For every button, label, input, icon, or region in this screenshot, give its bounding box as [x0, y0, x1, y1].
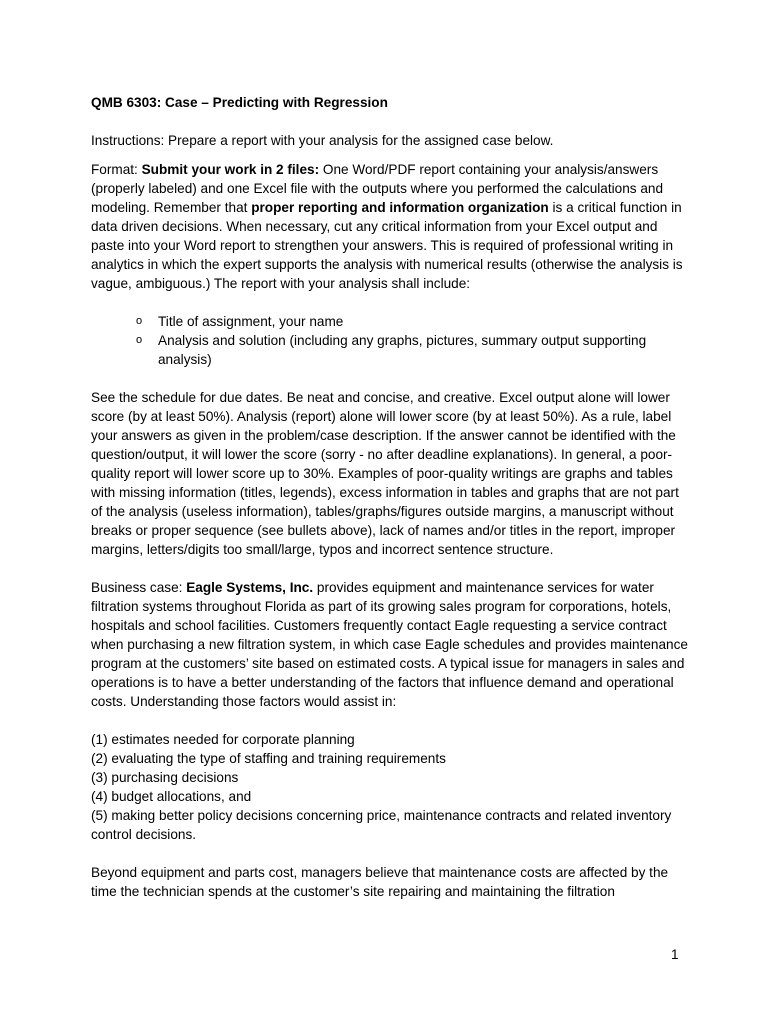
schedule-paragraph: See the schedule for due dates. Be neat and concise, and creative. Excel output alone will lower score (by at least 50%). Analysis (report) alone will lower score (by at least 50%). As a rule, label your answers as given in the problem/case description. If the answer cannot be identified with the question/output, it will lower the score (sorry - no after deadline explanations). In general, a poor-quality report will lower score up to 30%. Examples of poor-quality writings are graphs and tables with missing information (titles, legends), excess information in tables and graphs that are not part of the analysis (useless information), tables/graphs/figures outside margins, a manuscript without breaks or proper sequence (see bullets above), lack of names and/or titles in the report, improper margins, letters/digits too small/large, typos and incorrect sentence structure.: [91, 390, 679, 557]
business-lead: Business case:: [91, 580, 187, 595]
report-requirements-list: [91, 312, 691, 369]
list-item: (4) budget allocations, and: [91, 789, 252, 804]
list-item: (1) estimates needed for corporate planning: [91, 732, 355, 747]
format-bold-reporting: proper reporting and information organization: [251, 200, 549, 215]
business-text: provides equipment and maintenance services for water filtration systems throughout Florida as part of its growing sales program for corporations, hotels, hospitals and school facilities. Customers frequently contact Eagle requesting a service contract when purchasing a new filtration system, in which case Eagle schedules and provides maintenance program at the customers’ site based on estimated costs. A typical issue for managers in sales and operations is to have a better understanding of the factors that influence demand and operational costs. Understanding those factors would assist in:: [91, 580, 688, 709]
business-case-paragraph: [91, 578, 691, 711]
document-page: [91, 93, 691, 901]
bullet-marker: o: [136, 334, 143, 346]
format-text-1: One Word/PDF report containing your analysis/answers (properly labeled) and one Excel file with the outputs where you performed the calculations and modeling. Remember that: [91, 162, 664, 215]
page-number: 1: [671, 947, 679, 962]
format-text-2: is a critical function in data driven decisions. When necessary, cut any critical information from your Excel output and paste into your Word report to strengthen your answers. This is required of professional writing in analytics in which the expert supports the analysis with numerical results (otherwise the analysis is vague, ambiguous.) The report with your analysis shall include:: [91, 200, 683, 291]
format-bold-files: Submit your work in 2 files:: [141, 162, 320, 177]
company-name: Eagle Systems, Inc.: [186, 580, 314, 595]
instructions-paragraph: Instructions: Prepare a report with your analysis for the assigned case below.: [91, 133, 554, 148]
list-item: (3) purchasing decisions: [91, 770, 239, 785]
format-lead: Format:: [91, 162, 142, 177]
format-paragraph: [91, 160, 691, 293]
beyond-paragraph: Beyond equipment and parts cost, managers believe that maintenance costs are affected by the time the technician spends at the customer’s site repairing and maintaining the filtration: [91, 865, 669, 899]
bullet-text: Title of assignment, your name: [158, 314, 344, 329]
list-item: (5) making better policy decisions concerning price, maintenance contracts and related inventory control decisions.: [91, 808, 672, 842]
benefits-list: [91, 730, 691, 844]
bullet-marker: o: [136, 315, 143, 327]
list-item: (2) evaluating the type of staffing and training requirements: [91, 751, 446, 766]
bullet-text: Analysis and solution (including any graphs, pictures, summary output supporting analysis): [158, 333, 647, 367]
bullet-item: [136, 331, 691, 369]
document-title: QMB 6303: Case – Predicting with Regression: [91, 95, 388, 110]
bullet-item: [136, 312, 691, 331]
